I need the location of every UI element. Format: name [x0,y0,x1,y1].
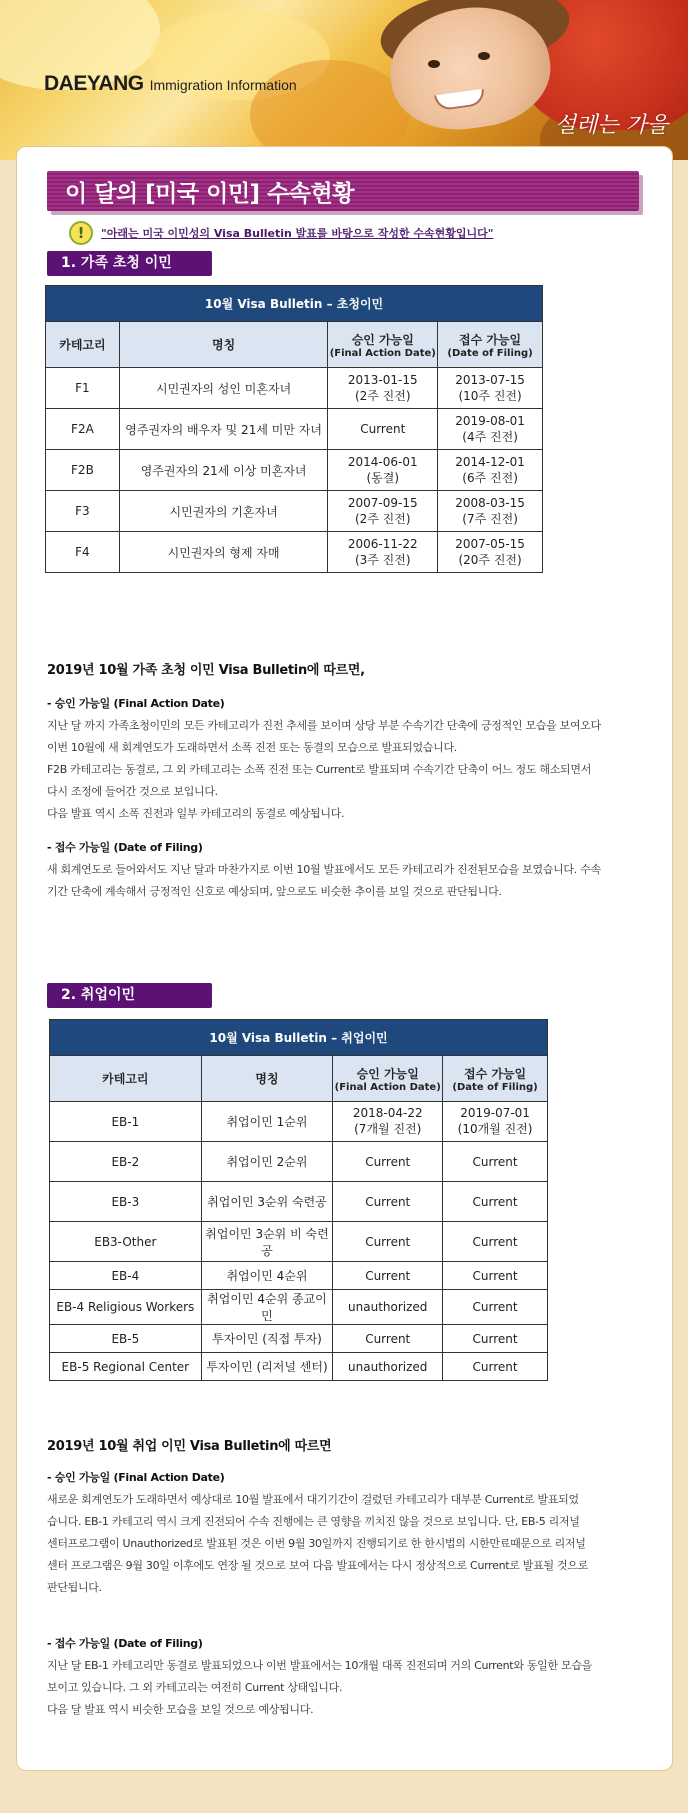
table-caption: 10월 Visa Bulletin – 초청이민 [46,286,543,322]
season-slogan: 설레는 가을 [554,113,668,138]
header-name: 명칭 [119,322,327,368]
paragraph-line: 센터 프로그램은 9월 30일 이후에도 연장 될 것으로 보여 다음 발표에서는 다시 정상적으로 Current로 발표될 것으로 [47,1559,588,1572]
notice-text: "아래는 미국 이민성의 Visa Bulletin 발표를 바탕으로 작성한 수속현황입니다" [101,227,494,240]
header-category: 카테고리 [50,1056,202,1102]
cell-final-action: Current [333,1262,443,1290]
family-filing-paragraph [47,837,657,903]
table-row [50,1262,548,1290]
paragraph-line: 이번 10월에 새 회계연도가 도래하면서 소폭 진전 또는 동결의 모습으로 발표되었습니다. [47,741,457,754]
table-row [50,1353,548,1381]
paragraph-line: 새 회계연도로 들어와서도 지난 달과 마찬가지로 이번 10월 발표에서도 모든 카테고리가 진전된모습을 보였습니다. 수속 [47,863,601,876]
cell-final-action: 2006-11-22 (3주 진전) [328,532,438,573]
paragraph-line: 센터프로그램이 Unauthorized로 발표된 것은 이번 9월 30일까지 진행되기로 한 한시법의 시한만료때문으로 리저널 [47,1537,586,1550]
paragraph-line: 지난 달 EB-1 카테고리만 동결로 발표되었으나 이번 발표에서는 10개월 대폭 진전되며 거의 Current와 동일한 모습을 [47,1659,592,1672]
paragraph-line: F2B 카테고리는 동결로, 그 외 카테고리는 소폭 진전 또는 Current로 발표되며 수속기간 단축이 어느 정도 해소되면서 [47,763,592,776]
cell-category: F2B [46,450,120,491]
cell-category: F4 [46,532,120,573]
cell-final-action: 2018-04-22 (7개월 진전) [333,1102,443,1142]
paragraph-line: 보이고 있습니다. 그 외 카테고리는 여전히 Current 상태입니다. [47,1681,343,1694]
cell-name: 취업이민 3순위 비 숙련공 [201,1222,333,1262]
paragraph-heading: - 접수 가능일 (Date of Filing) [47,841,203,854]
cell-filing: 2007-05-15 (20주 진전) [438,532,543,573]
table-row [46,450,543,491]
cell-category: EB-4 [50,1262,202,1290]
exclamation-icon: ! [69,221,93,245]
paragraph-line: 다음 발표 역시 소폭 진전과 일부 카테고리의 동결로 예상됩니다. [47,807,345,820]
cell-category: EB-5 [50,1325,202,1353]
table-row [46,491,543,532]
page-title-bar [47,171,639,211]
section-label-employment: 2. 취업이민 [47,983,212,1008]
cell-category: EB-5 Regional Center [50,1353,202,1381]
cell-filing: Current [443,1262,548,1290]
cell-name: 투자이민 (리저널 센터) [201,1353,333,1381]
table-row [50,1182,548,1222]
cell-name: 취업이민 4순위 [201,1262,333,1290]
cell-filing: Current [443,1142,548,1182]
paragraph-line: 새로운 회계연도가 도래하면서 예상대로 10월 발표에서 대기기간이 걸렸던 카테고리가 대부분 Current로 발표되었 [47,1493,579,1506]
cell-name: 시민권자의 기혼자녀 [119,491,327,532]
cell-final-action: 2014-06-01 (동결) [328,450,438,491]
table-caption: 10월 Visa Bulletin – 취업이민 [50,1020,548,1056]
paragraph-line: 지난 달 까지 가족초청이민의 모든 카테고리가 진전 추세를 보이며 상당 부분 수속기간 단축에 긍정적인 모습을 보여오다 [47,719,601,732]
page-title: 이 달의 [미국 이민] 수속현황 [65,181,354,207]
cell-filing: 2019-07-01 (10개월 진전) [443,1102,548,1142]
cell-name: 시민권자의 성인 미혼자녀 [119,368,327,409]
paragraph-heading: - 승인 가능일 (Final Action Date) [47,1471,225,1484]
cell-category: F3 [46,491,120,532]
cell-filing: 2013-07-15 (10주 진전) [438,368,543,409]
header-filing [438,322,543,368]
brand-logo[interactable] [44,72,297,96]
cell-filing: Current [443,1182,548,1222]
table-row [46,409,543,450]
cell-category: EB-3 [50,1182,202,1222]
header-filing [443,1056,548,1102]
header-final-action-en: (Final Action Date) [334,1081,441,1093]
brand-name: DAEYANG [44,72,144,95]
brand-tagline: Immigration Information [149,77,297,93]
paragraph-line: 기간 단축에 계속해서 긍정적인 신호로 예상되며, 앞으로도 비슷한 추이를 보일 것으로 판단됩니다. [47,885,502,898]
cell-filing: Current [443,1290,548,1325]
content-card [16,146,673,1771]
header-banner [0,0,688,160]
cell-name: 영주권자의 21세 이상 미혼자녀 [119,450,327,491]
cell-filing: 2008-03-15 (7주 진전) [438,491,543,532]
header-final-action [328,322,438,368]
employment-summary-title: 2019년 10월 취업 이민 Visa Bulletin에 따르면 [47,1439,332,1454]
table-row [50,1102,548,1142]
paragraph-heading: - 접수 가능일 (Date of Filing) [47,1637,203,1650]
cell-category: F2A [46,409,120,450]
cell-filing: 2019-08-01 (4주 진전) [438,409,543,450]
cell-category: EB-4 Religious Workers [50,1290,202,1325]
child-photo-eye [428,60,440,68]
cell-name: 취업이민 3순위 숙련공 [201,1182,333,1222]
cell-final-action: Current [333,1325,443,1353]
cell-filing: Current [443,1222,548,1262]
employment-final-action-paragraph [47,1467,657,1599]
section-label-family: 1. 가족 초청 이민 [47,251,212,276]
child-photo-eye [478,52,490,60]
cell-final-action: Current [333,1182,443,1222]
cell-name: 영주권자의 배우자 및 21세 미만 자녀 [119,409,327,450]
paragraph-line: 다시 조정에 들어간 것으로 보입니다. [47,785,218,798]
cell-name: 취업이민 1순위 [201,1102,333,1142]
cell-final-action: Current [328,409,438,450]
paragraph-line: 다음 달 발표 역시 비슷한 모습을 보일 것으로 예상됩니다. [47,1703,314,1716]
table-row [50,1222,548,1262]
employment-filing-paragraph [47,1633,657,1721]
cell-filing: Current [443,1353,548,1381]
cell-category: EB3-Other [50,1222,202,1262]
cell-category: F1 [46,368,120,409]
header-filing-en: (Date of Filing) [447,347,533,359]
cell-name: 투자이민 (직접 투자) [201,1325,333,1353]
paragraph-line: 판단됩니다. [47,1581,102,1594]
cell-final-action: unauthorized [333,1353,443,1381]
cell-name: 취업이민 2순위 [201,1142,333,1182]
table-row [50,1325,548,1353]
notice [69,221,494,245]
cell-category: EB-1 [50,1102,202,1142]
header-name: 명칭 [201,1056,333,1102]
header-final-action-ko: 승인 가능일 [351,332,414,347]
header-filing-en: (Date of Filing) [452,1081,538,1093]
header-filing-ko: 접수 가능일 [459,332,522,347]
table-row [50,1142,548,1182]
cell-final-action: Current [333,1142,443,1182]
family-final-action-paragraph [47,693,657,825]
cell-category: EB-2 [50,1142,202,1182]
header-category: 카테고리 [46,322,120,368]
header-final-action-en: (Final Action Date) [329,347,436,359]
paragraph-heading: - 승인 가능일 (Final Action Date) [47,697,225,710]
table-row [50,1290,548,1325]
cell-final-action: Current [333,1222,443,1262]
header-final-action-ko: 승인 가능일 [356,1066,419,1081]
family-summary-title: 2019년 10월 가족 초청 이민 Visa Bulletin에 따르면, [47,663,365,678]
header-filing-ko: 접수 가능일 [464,1066,527,1081]
table-row [46,368,543,409]
header-final-action [333,1056,443,1102]
cell-final-action: 2007-09-15 (2주 진전) [328,491,438,532]
cell-name: 시민권자의 형제 자매 [119,532,327,573]
cell-filing: Current [443,1325,548,1353]
paragraph-line: 습니다. EB-1 카테고리 역시 크게 진전되어 수속 진행에는 큰 영향을 끼치진 않을 것으로 보입니다. 단, EB-5 리저널 [47,1515,580,1528]
employment-visa-table [49,1019,548,1381]
cell-final-action: unauthorized [333,1290,443,1325]
cell-name: 취업이민 4순위 종교이민 [201,1290,333,1325]
family-visa-table [45,285,543,573]
table-row [46,532,543,573]
cell-final-action: 2013-01-15 (2주 진전) [328,368,438,409]
cell-filing: 2014-12-01 (6주 진전) [438,450,543,491]
